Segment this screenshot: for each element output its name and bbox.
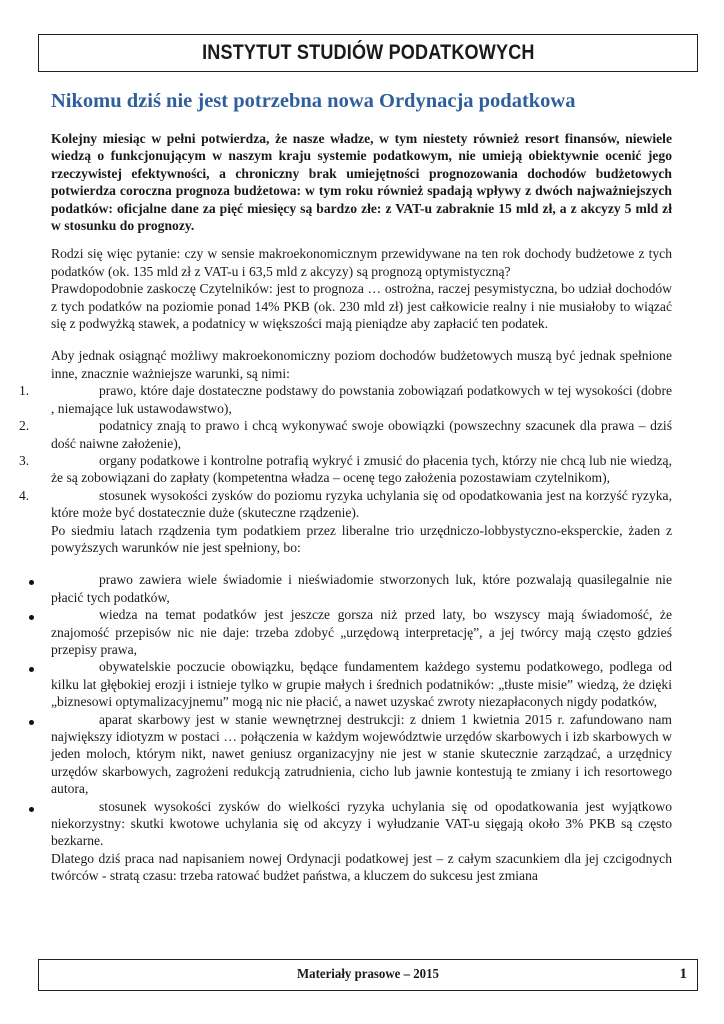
article-title: Nikomu dziś nie jest potrzebna nowa Ordynacja podatkowa — [51, 90, 576, 112]
bullet-text: wiedza na temat podatków jest jeszcze gorsza niż przed laty, bo wszyscy mają świadomość, że znajomość przepisów nic nie daje: trzeba zdobyć „urzędową interpretację”, a jej twórcy mają często gdzieś przepisy prawa, — [51, 607, 672, 657]
article-body — [19, 130, 672, 885]
list-item — [19, 382, 672, 417]
bullet-list — [51, 571, 672, 850]
bullet-icon — [29, 807, 34, 812]
bullet-item — [51, 571, 672, 606]
list-item — [19, 452, 672, 487]
paragraph: Aby jednak osiągnąć możliwy makroekonomiczny poziom dochodów budżetowych muszą być jednak spełnione inne, znacznie ważniejsze warunki, są nimi: — [51, 348, 672, 381]
paragraph: Po siedmiu latach rządzenia tym podatkiem przez liberalne trio urzędniczo-lobbystyczno-eksperckie, żaden z powyższych warunków nie jest spełniony, bo: — [51, 522, 672, 555]
bullet-text: stosunek wysokości zysków do wielkości ryzyka uchylania się od opodatkowania jest wyjątkowo niekorzystny: skutki kwotowe uchylania się od akcyzy i wyłudzanie VAT-u sięgają około 3% PKB są często bezkarne. — [51, 798, 672, 849]
list-number: 3. — [19, 452, 30, 468]
list-item — [19, 487, 672, 522]
footer-label: Materiały prasowe – 2015 — [296, 967, 439, 982]
bullet-item — [51, 658, 672, 710]
bullet-item — [51, 711, 672, 798]
list-number: 4. — [19, 487, 30, 503]
list-item-text: organy podatkowe i kontrolne potrafią wykryć i zmusić do płacenia tych, którzy nie chcą lub nie wiedzą, że są zobowiązani do zapłaty (kompetentna władza – ocenę tego założenia pozostawiam czytelnikom), — [51, 452, 672, 486]
bullet-text: obywatelskie poczucie obowiązku, będące fundamentem każdego systemu podatkowego, podlega od kilku lat głębokiej erozji i istnieje tylko w grupie małych i średnich podatników: „tłuste misie” wiedzą, że dzięki „biznesowi optymalizacyjnemu” mogą nic nie płacić, a nawet uzyskać zwroty niezapłaconych nigdy podatków, — [51, 659, 672, 710]
list-item-text: prawo, które daje dostateczne podstawy do powstania zobowiązań podatkowych w tej wysokości (dobre , niemające luk ustawodawstwo), — [51, 383, 672, 416]
header-box — [38, 34, 698, 72]
bullet-text: prawo zawiera wiele świadomie i nieświadomie stworzonych luk, które pozwalają quasilegalnie nie płacić tych podatków, — [51, 572, 672, 605]
institute-title: INSTYTUT STUDIÓW PODATKOWYCH — [201, 41, 535, 64]
list-number: 2. — [19, 418, 30, 434]
bullet-text: aparat skarbowy jest w stanie wewnętrznej destrukcji: z dniem 1 kwietnia 2015 r. zafundowano nam największy idiotyzm w postaci … połączenia w każdym województwie urzędów skarbowych i izb skarbowych w jeden moloch, którym nikt, nawet geniusz organizacyjny nie jest w stanie skutecznie zarządzać, a urzędnicy urzędów skarbowych, zagrożeni redukcją zatrudnienia, cicho lub jawnie kontestują te zmiany i ich resortowego autora, — [51, 711, 672, 797]
paragraph: Dlatego dziś praca nad napisaniem nowej Ordynacji podatkowej jest – z całym szacunkiem dla jej czcigodnych twórców - stratą czasu: trzeba ratować budżet państwa, a kluczem do sukcesu jest zmiana — [51, 850, 672, 884]
bullet-icon — [29, 580, 34, 585]
footer-box — [38, 959, 698, 991]
list-item-text: podatnicy znają to prawo i chcą wykonywać swoje obowiązki (powszechny szacunek dla prawa – dziś dość naiwne założenie), — [51, 418, 672, 451]
paragraph: Rodzi się więc pytanie: czy w sensie makroekonomicznym przewidywane na ten rok dochody budżetowe z tych podatków (ok. 135 mld zł z VAT-u i 63,5 mld z akcyzy) są prognozą optymistyczną? — [51, 246, 672, 279]
bullet-icon — [29, 720, 34, 725]
conditions-list — [19, 382, 672, 521]
bullet-item — [51, 606, 672, 658]
bullet-item — [51, 798, 672, 850]
bullet-icon — [29, 615, 34, 620]
page-number: 1 — [679, 966, 687, 982]
paragraph: Prawdopodobnie zaskoczę Czytelników: jest to prognoza … ostrożna, raczej pesymistyczna, bo udział dochodów z tych podatków na poziomie ponad 14% PKB (ok. 230 mld zł) jest całkowicie realny i nie musiałoby to wiązać się z podwyżką stawek, a podatnicy w większości mają pieniądze aby zapłacić ten podatek. — [51, 281, 672, 332]
lead-paragraph: Kolejny miesiąc w pełni potwierdza, że nasze władze, w tym niestety również resort finansów, niewiele wiedzą o funkcjonującym w naszym kraju systemie podatkowym, nie umieją obiektywnie ocenić jego rzeczywistej efektywności, a chroniczny brak umiejętności prognozowania dochodów budżetowych potwierdza coroczna prognoza budżetowa: w tym roku również spadają wpływy z dwóch najważniejszych podatków: oficjalne dane za pięć miesięcy są bardzo złe: z VAT-u zabraknie 15 mld zł, a z akcyzy 5 mld zł w stosunku do prognozy. — [51, 131, 672, 234]
list-item — [19, 417, 672, 452]
bullet-icon — [29, 667, 34, 672]
list-number: 1. — [19, 383, 30, 399]
list-item-text: stosunek wysokości zysków do poziomu ryzyka uchylania się od opodatkowania jest na korzyść ryzyka, które może być dostatecznie duże (skuteczne rządzenie). — [51, 487, 672, 521]
